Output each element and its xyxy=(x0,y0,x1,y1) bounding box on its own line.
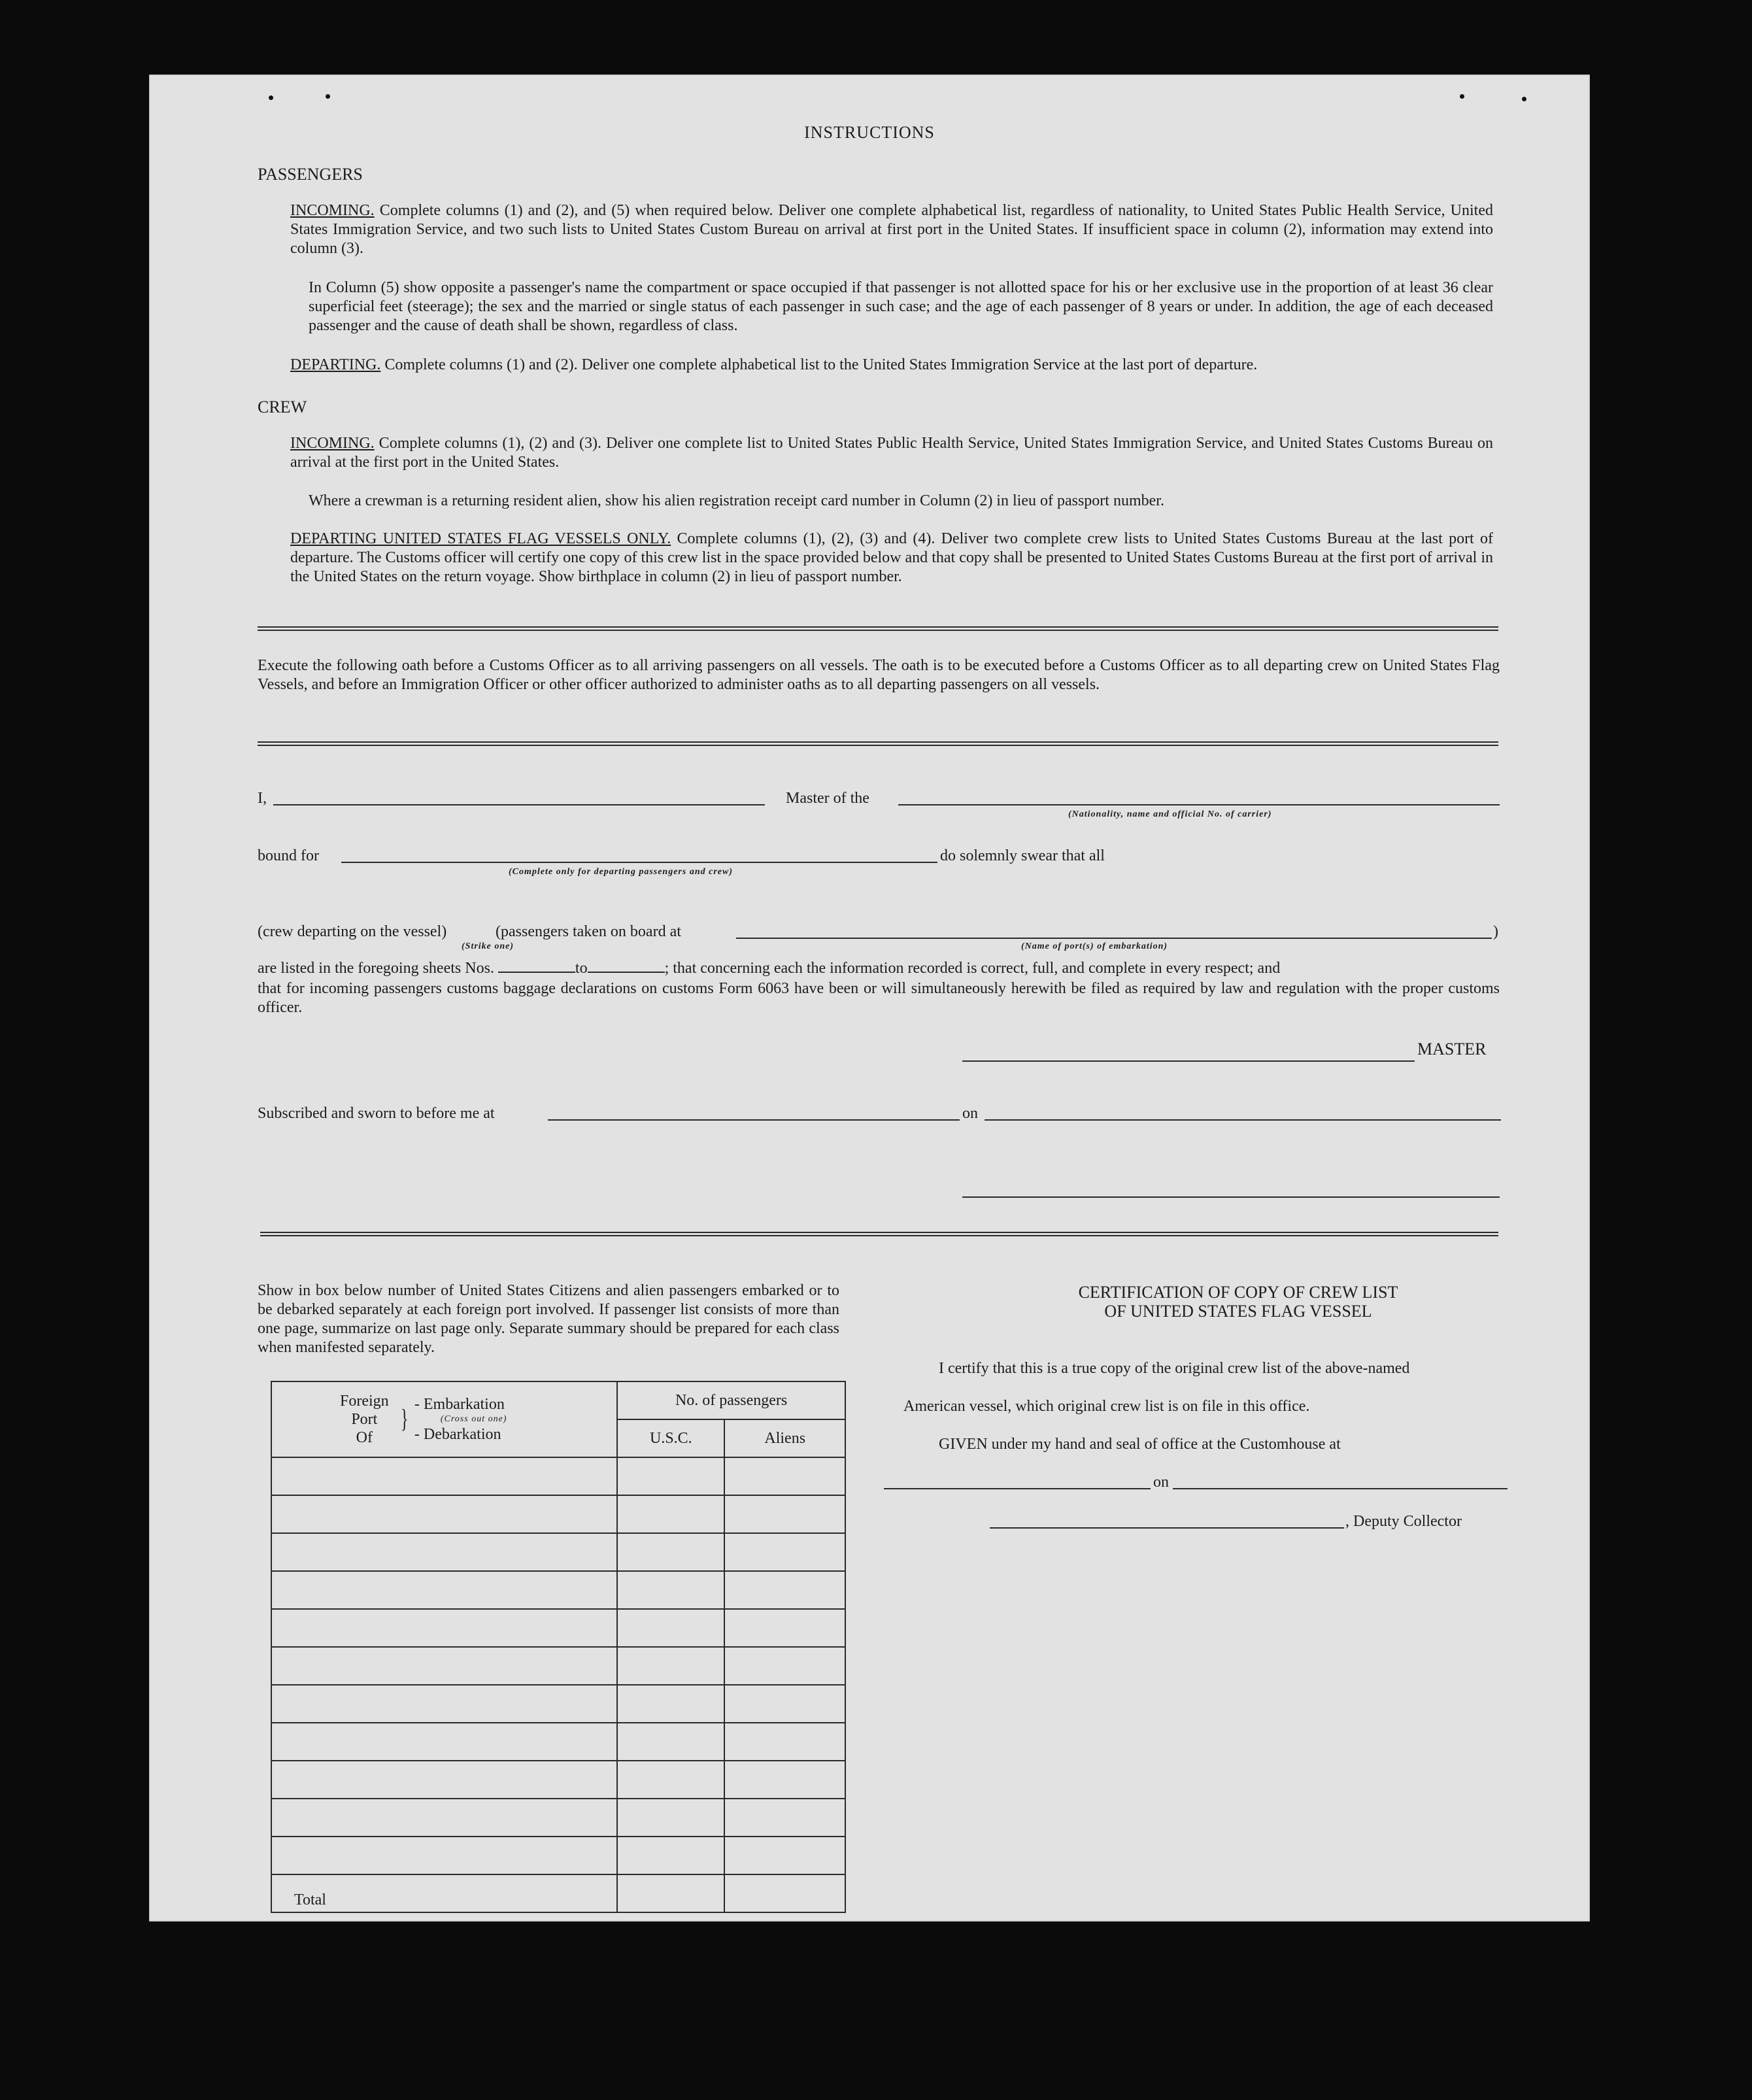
usc-cell[interactable] xyxy=(617,1647,724,1685)
aliens-cell[interactable] xyxy=(724,1761,845,1799)
summary-row xyxy=(271,1457,845,1495)
strike-one-note: (Strike one) xyxy=(462,941,514,951)
subscribed-place-line xyxy=(548,1119,960,1121)
total-usc-cell[interactable] xyxy=(617,1874,724,1912)
summary-row xyxy=(271,1533,845,1571)
certification-on: on xyxy=(1153,1474,1169,1491)
certification-certify: I certify that this is a true copy of the original crew list of the above-named xyxy=(939,1360,1410,1377)
instructions-title: INSTRUCTIONS xyxy=(804,123,935,142)
punch-dot xyxy=(326,94,330,99)
certification-date-line xyxy=(1173,1488,1508,1489)
certification-american: American vessel, which original crew list is on file in this office. xyxy=(903,1398,1310,1415)
usc-cell[interactable] xyxy=(617,1495,724,1533)
destination-line xyxy=(341,862,937,863)
crew-incoming-text: Complete columns (1), (2) and (3). Deliver one complete list to United States Public Health Service, United States Immigration Service, and United States Customs Bureau on arrival at the first port in the United States. xyxy=(290,435,1493,471)
summary-row xyxy=(271,1647,845,1685)
aliens-cell[interactable] xyxy=(724,1685,845,1723)
of-label: Of xyxy=(356,1429,373,1446)
aliens-header: Aliens xyxy=(724,1419,845,1457)
passengers-incoming-paragraph xyxy=(290,201,1493,258)
summary-instructions: Show in box below number of United States Citizens and alien passengers embarked or to be debarked separately at each foreign port involved. If passenger list consists of more than one page, summarize on last page only. Separate summary should be prepared for each class when manifested separately. xyxy=(258,1282,839,1356)
passengers-heading: PASSENGERS xyxy=(258,165,363,184)
usc-cell[interactable] xyxy=(617,1761,724,1799)
total-label: Total xyxy=(271,1874,617,1912)
summary-row xyxy=(271,1799,845,1837)
oath-bound-for: bound for xyxy=(258,847,319,864)
sheet-to-line xyxy=(588,972,665,973)
summary-row xyxy=(271,1609,845,1647)
oath-close-paren: ) xyxy=(1493,923,1498,940)
carrier-note: (Nationality, name and official No. of carrier) xyxy=(1068,809,1272,819)
punch-dot xyxy=(1460,94,1464,99)
divider-double-line xyxy=(258,626,1498,631)
usc-cell[interactable] xyxy=(617,1799,724,1837)
subscribed-on: on xyxy=(962,1105,978,1122)
oath-listed-line1 xyxy=(258,960,1280,977)
aliens-cell[interactable] xyxy=(724,1571,845,1609)
deputy-signature-line xyxy=(990,1527,1344,1529)
no-passengers-header: No. of passengers xyxy=(617,1381,845,1419)
crew-departing-paragraph xyxy=(290,530,1493,586)
port-cell[interactable] xyxy=(271,1571,617,1609)
punch-dot xyxy=(1522,97,1526,101)
aliens-cell[interactable] xyxy=(724,1647,845,1685)
cross-out-note: (Cross out one) xyxy=(440,1414,507,1424)
usc-header: U.S.C. xyxy=(617,1419,724,1457)
debarkation-label: - Debarkation xyxy=(414,1426,501,1443)
oath-listed-to: to xyxy=(575,960,588,977)
port-cell[interactable] xyxy=(271,1723,617,1761)
summary-row xyxy=(271,1495,845,1533)
passengers-departing-label: DEPARTING. xyxy=(290,356,381,373)
crew-incoming-label: INCOMING. xyxy=(290,435,375,452)
port-cell[interactable] xyxy=(271,1457,617,1495)
passengers-departing-text: Complete columns (1) and (2). Deliver one complete alphabetical list to the United States Immigration Service at the last port of departure. xyxy=(380,356,1258,373)
aliens-cell[interactable] xyxy=(724,1495,845,1533)
crew-incoming-paragraph xyxy=(290,434,1493,472)
passengers-column5-paragraph: In Column (5) show opposite a passenger's name the compartment or space occupied if that passenger is not allotted space for his or her exclusive use in the proportion of at least 36 clear superficial feet (steerage); the sex and the married or single status of each passenger in such case; and the age of each passenger of 8 years or under. In addition, the age of each deceased passenger and the cause of death shall be shown, regardless of class. xyxy=(309,279,1493,334)
port-cell[interactable] xyxy=(271,1837,617,1874)
port-cell[interactable] xyxy=(271,1533,617,1571)
oath-i-label: I, xyxy=(258,790,267,807)
port-label: Port xyxy=(351,1411,378,1428)
oath-listed-line3: that for incoming passengers customs baggage declarations on customs Form 6063 have been or will simultaneously herewith be filed as required by law and regulation with the proper customs officer. xyxy=(258,980,1500,1016)
crew-departing-label: DEPARTING UNITED STATES FLAG VESSELS ONLY. xyxy=(290,530,671,547)
port-header-cell xyxy=(271,1381,617,1457)
usc-cell[interactable] xyxy=(617,1571,724,1609)
oath-passengers-taken: (passengers taken on board at xyxy=(496,923,681,940)
departing-note: (Complete only for departing passengers and crew) xyxy=(509,867,733,877)
officer-signature-line xyxy=(962,1196,1500,1198)
total-aliens-cell[interactable] xyxy=(724,1874,845,1912)
usc-cell[interactable] xyxy=(617,1837,724,1874)
aliens-cell[interactable] xyxy=(724,1457,845,1495)
usc-cell[interactable] xyxy=(617,1533,724,1571)
oath-listed-part1: are listed in the foregoing sheets Nos. xyxy=(258,960,494,977)
certification-title-line1: CERTIFICATION OF COPY OF CREW LIST xyxy=(1078,1283,1398,1302)
passengers-incoming-text: Complete columns (1) and (2), and (5) when required below. Deliver one complete alphabetical list, regardless of nationality, to United States Public Health Service, United States Immigration Service, and two such lists to United States Custom Bureau on arrival at first port in the United States. If insufficient space in column (2), information may extend into column (3). xyxy=(290,202,1493,257)
usc-cell[interactable] xyxy=(617,1457,724,1495)
passengers-departing-paragraph xyxy=(290,356,1493,375)
certification-title-line2: OF UNITED STATES FLAG VESSEL xyxy=(1104,1302,1372,1321)
sheet-from-line xyxy=(498,972,575,973)
oath-swear: do solemnly swear that all xyxy=(940,847,1105,864)
carrier-line xyxy=(898,804,1500,805)
aliens-cell[interactable] xyxy=(724,1609,845,1647)
usc-cell[interactable] xyxy=(617,1685,724,1723)
embarkation-label: - Embarkation xyxy=(414,1396,505,1413)
port-cell[interactable] xyxy=(271,1495,617,1533)
oath-listed-part2: ; that concerning each the information recorded is correct, full, and complete in every respect; and xyxy=(664,960,1281,977)
crew-departing-text: Complete columns (1), (2), (3) and (4). Deliver two complete crew lists to United States Customs Bureau at the last port of departure. The Customs officer will certify one copy of this crew list in the space provided below and that copy shall be presented to United States Customs Bureau at the first port of arrival in the United States on the return voyage. Show birthplace in column (2) in lieu of passport number. xyxy=(290,530,1493,585)
aliens-cell[interactable] xyxy=(724,1837,845,1874)
usc-cell[interactable] xyxy=(617,1723,724,1761)
summary-rows xyxy=(271,1457,845,1874)
master-label: MASTER xyxy=(1417,1040,1487,1058)
aliens-cell[interactable] xyxy=(724,1723,845,1761)
summary-row xyxy=(271,1571,845,1609)
passenger-summary-table xyxy=(271,1381,846,1913)
port-cell[interactable] xyxy=(271,1647,617,1685)
aliens-cell[interactable] xyxy=(724,1533,845,1571)
usc-cell[interactable] xyxy=(617,1609,724,1647)
passengers-incoming-label: INCOMING. xyxy=(290,202,375,219)
port-cell[interactable] xyxy=(271,1685,617,1723)
port-cell[interactable] xyxy=(271,1609,617,1647)
summary-row xyxy=(271,1685,845,1723)
summary-row xyxy=(271,1837,845,1874)
master-signature-line xyxy=(962,1060,1415,1062)
summary-row xyxy=(271,1761,845,1799)
foreign-label: Foreign xyxy=(340,1393,389,1410)
summary-row xyxy=(271,1723,845,1761)
divider-double-line xyxy=(258,741,1498,746)
master-name-line xyxy=(273,804,765,805)
brace-icon: } xyxy=(400,1404,409,1433)
deputy-collector-label: , Deputy Collector xyxy=(1345,1513,1462,1530)
subscribed-date-line xyxy=(985,1119,1501,1121)
subscribed-label: Subscribed and sworn to before me at xyxy=(258,1105,495,1122)
embarkation-port-line xyxy=(736,938,1492,939)
port-cell[interactable] xyxy=(271,1799,617,1837)
port-cell[interactable] xyxy=(271,1761,617,1799)
customhouse-line xyxy=(884,1488,1151,1489)
port-note: (Name of port(s) of embarkation) xyxy=(1021,941,1168,951)
oath-crew-departing: (crew departing on the vessel) xyxy=(258,923,447,940)
crew-heading: CREW xyxy=(258,398,307,416)
oath-master-of: Master of the xyxy=(786,790,869,807)
certification-title xyxy=(970,1283,1506,1321)
aliens-cell[interactable] xyxy=(724,1799,845,1837)
oath-intro: Execute the following oath before a Customs Officer as to all arriving passengers on all vessels. The oath is to be executed before a Customs Officer as to all departing crew on United States Flag Vessels, and before an Immigration Officer or other officer authorized to administer oaths as to all departing passengers on all vessels. xyxy=(258,657,1500,693)
punch-dot xyxy=(269,95,273,100)
form-sheet xyxy=(149,75,1590,1922)
crew-resident-paragraph: Where a crewman is a returning resident alien, show his alien registration receipt card number in Column (2) in lieu of passport number. xyxy=(309,492,1164,509)
certification-given: GIVEN under my hand and seal of office at the Customhouse at xyxy=(939,1436,1341,1453)
divider-double-line xyxy=(260,1232,1498,1236)
